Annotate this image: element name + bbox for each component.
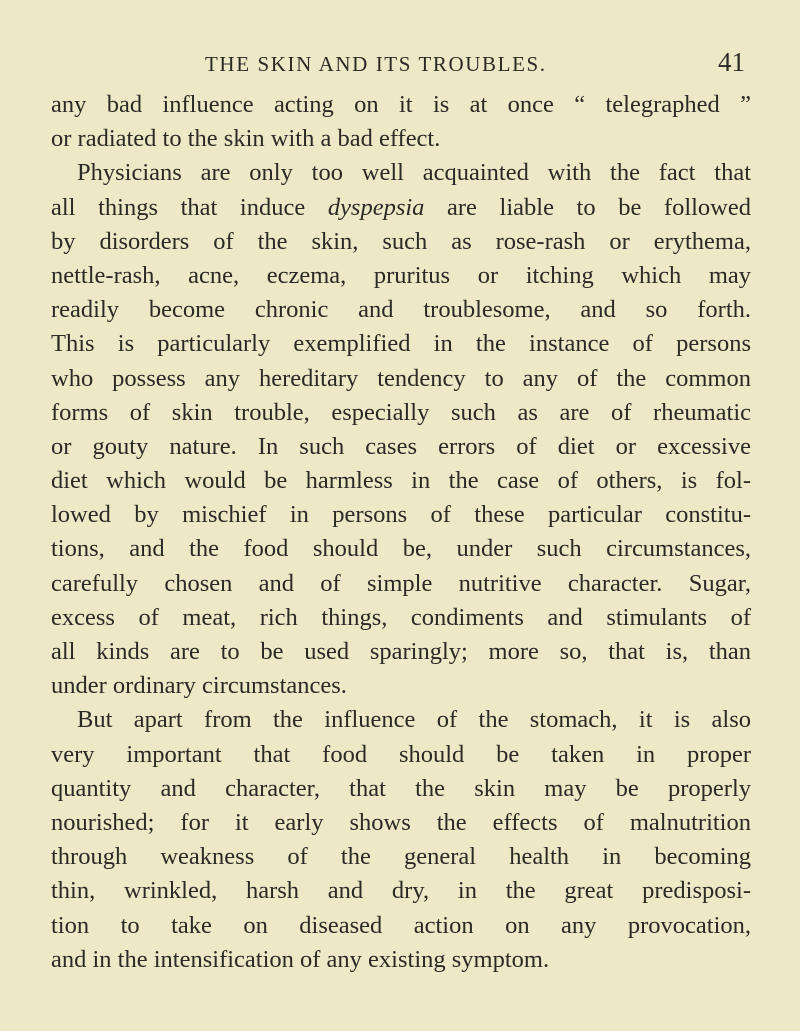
text-line: under ordinary circumstances.	[51, 672, 347, 700]
text-line: quantity and character, that the skin may be properly	[51, 774, 751, 802]
text-line: thin, wrinkled, harsh and dry, in the great predisposi-	[51, 877, 751, 905]
running-head	[0, 44, 800, 84]
text-line: through weakness of the general health in becoming	[51, 843, 751, 871]
text-line: by disorders of the skin, such as rose-rash or erythema,	[51, 227, 751, 255]
text-line: Physicians are only too well acquainted with the fact that	[77, 159, 751, 187]
text-line: all kinds are to be used sparingly; more so, that is, than	[51, 638, 751, 665]
text-line: tion to take on diseased action on any provocation,	[51, 911, 751, 939]
text-segment: are liable to be followed	[424, 193, 751, 221]
text-line: readily become chronic and troublesome, and so forth.	[51, 296, 751, 324]
text-line: who possess any hereditary tendency to any of the common	[51, 364, 751, 392]
text-line: any bad influence acting on it is at once “ telegraphed ”	[51, 91, 751, 118]
running-title: THE SKIN AND ITS TROUBLES.	[205, 52, 547, 76]
text-line: and in the intensification of any existing symptom.	[51, 945, 550, 973]
text-line: or radiated to the skin with a bad effect.	[51, 125, 441, 153]
text-line: nettle-rash, acne, eczema, pruritus or itching which may	[51, 261, 751, 289]
italic-term: dyspepsia	[327, 193, 425, 221]
text-line: carefully chosen and of simple nutritive character. Sugar,	[51, 569, 751, 597]
text-line: forms of skin trouble, especially such as are of rheumatic	[51, 398, 751, 426]
text-line: This is particularly exemplified in the instance of persons	[51, 330, 751, 358]
text-line: lowed by mischief in persons of these particular constitu-	[51, 501, 751, 529]
text-line: diet which would be harmless in the case of others, is fol-	[51, 467, 751, 495]
text-line: excess of meat, rich things, condiments and stimulants of	[51, 603, 751, 631]
page-number: 41	[718, 47, 745, 77]
text-line	[51, 191, 751, 225]
text-line: tions, and the food should be, under such circumstances,	[51, 535, 751, 563]
text-line: But apart from the influence of the stomach, it is also	[77, 706, 751, 734]
text-line: nourished; for it early shows the effects of malnutrition	[51, 808, 751, 836]
body-text	[51, 88, 751, 977]
text-line: or gouty nature. In such cases errors of diet or excessive	[51, 432, 751, 460]
text-line: very important that food should be taken in proper	[51, 740, 751, 768]
text-segment: all things that induce	[51, 193, 328, 221]
